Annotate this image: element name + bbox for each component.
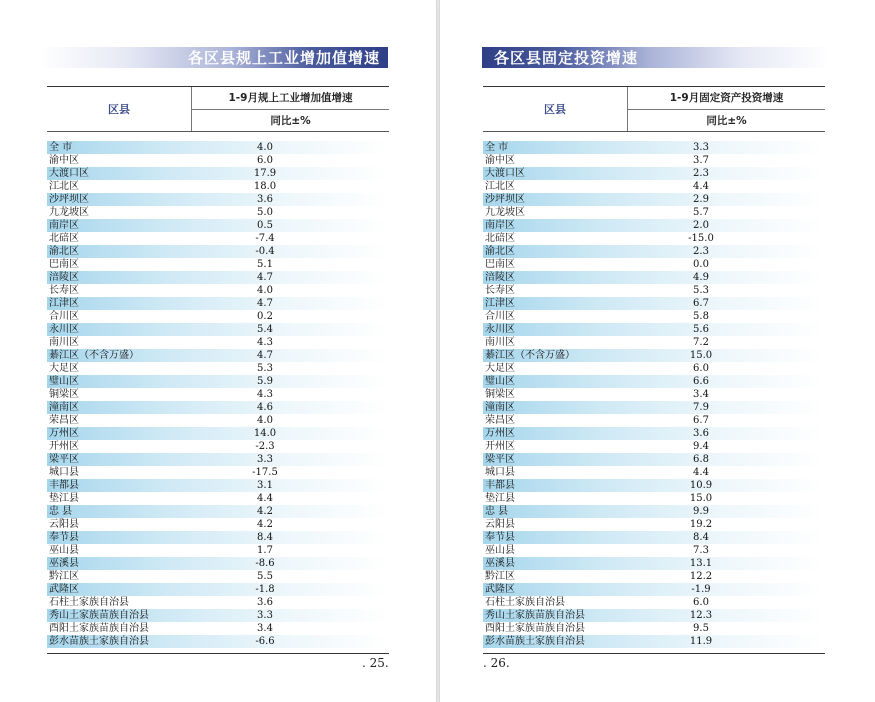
table-row [483,596,825,609]
region-name: 南岸区 [49,220,79,231]
region-name: 云阳县 [485,519,515,530]
growth-value: 5.4 [257,324,273,335]
growth-value: 4.0 [257,142,273,153]
growth-value: 3.3 [693,142,709,153]
growth-value: 5.1 [257,259,273,270]
table-row [47,622,389,635]
growth-value: 3.4 [257,623,273,634]
growth-value: -7.4 [255,233,275,244]
growth-value: 3.6 [257,194,273,205]
growth-value: -0.4 [255,246,275,257]
header-unit: 同比±% [706,114,747,127]
table-row [483,180,825,193]
table-row [47,544,389,557]
growth-value: 3.6 [693,428,709,439]
region-name: 秀山土家族苗族自治县 [49,610,149,621]
region-name: 江北区 [485,181,515,192]
table-row [47,440,389,453]
table-row [483,609,825,622]
growth-value: 2.9 [693,194,709,205]
region-name: 梁平区 [49,454,79,465]
growth-value: 6.0 [693,363,709,374]
growth-value: 10.9 [689,480,713,491]
region-name: 丰都县 [485,480,515,491]
table-row [483,401,825,414]
growth-value: 4.9 [693,272,709,283]
growth-value: 4.2 [257,506,273,517]
growth-value: 4.6 [257,402,273,413]
table-row [47,401,389,414]
growth-value: 13.1 [689,558,713,569]
region-name: 奉节县 [485,532,515,543]
region-name: 渝北区 [49,246,79,257]
region-name: 开州区 [49,441,79,452]
right-page-title: 各区县固定投资增速 [494,49,639,67]
table-row [483,544,825,557]
growth-value: 9.9 [693,506,709,517]
growth-value: 2.0 [693,220,709,231]
growth-value: 6.0 [257,155,273,166]
region-name: 荣昌区 [49,415,79,426]
growth-value: 5.5 [257,571,273,582]
table-row [483,362,825,375]
growth-value: 3.1 [257,480,273,491]
growth-value: 6.0 [693,597,709,608]
table-bottom-rule [483,653,825,654]
table-row [483,414,825,427]
growth-value: 3.3 [257,610,273,621]
growth-value: -1.9 [691,584,711,595]
growth-value: 4.4 [257,493,273,504]
table-row [47,349,389,362]
left-table [47,86,389,654]
table-row [47,466,389,479]
table-row [47,271,389,284]
region-name: 巫溪县 [49,558,79,569]
growth-value: 8.4 [693,532,709,543]
table-bottom-rule [47,653,389,654]
growth-value: 12.3 [689,610,713,621]
growth-value: -6.6 [255,636,275,647]
region-name: 南川区 [485,337,515,348]
region-name: 璧山区 [485,376,515,387]
region-name: 石柱土家族自治县 [49,597,129,608]
growth-value: 17.9 [253,168,277,179]
region-name: 荣昌区 [485,415,515,426]
region-name: 大足区 [485,363,515,374]
region-name: 铜梁区 [485,389,515,400]
growth-value: 14.0 [253,428,277,439]
table-row [483,154,825,167]
table-row [483,466,825,479]
table-row [47,323,389,336]
header-metric: 1-9月固定资产投资增速 [628,87,825,110]
region-name: 江津区 [49,298,79,309]
region-name: 铜梁区 [49,389,79,400]
table-row [483,583,825,596]
growth-value: 6.7 [693,415,709,426]
growth-value: 1.7 [257,545,273,556]
table-row [47,557,389,570]
region-name: 武隆区 [485,584,515,595]
table-row [483,505,825,518]
region-name: 梁平区 [485,454,515,465]
header-region: 区县 [483,87,628,131]
region-name: 南川区 [49,337,79,348]
table-row [483,297,825,310]
growth-value: 4.7 [257,272,273,283]
region-name: 大足区 [49,363,79,374]
right-title-banner [482,47,830,68]
region-name: 石柱土家族自治县 [485,597,565,608]
growth-value: 4.0 [257,415,273,426]
table-row [47,193,389,206]
table-row [47,310,389,323]
table-row [47,219,389,232]
region-name: 长寿区 [49,285,79,296]
table-row [483,284,825,297]
region-name: 綦江区（不含万盛） [485,350,575,361]
growth-value: 18.0 [253,181,277,192]
region-name: 永川区 [49,324,79,335]
table-row [47,492,389,505]
table-row [47,414,389,427]
growth-value: 5.3 [257,363,273,374]
header-unit: 同比±% [270,114,311,127]
growth-value: 5.0 [257,207,273,218]
region-name: 万州区 [49,428,79,439]
region-name: 开州区 [485,441,515,452]
region-name: 彭水苗族土家族自治县 [49,636,149,647]
table-row [483,336,825,349]
growth-value: -2.3 [255,441,275,452]
table-row [47,206,389,219]
table-row [483,427,825,440]
table-row [483,622,825,635]
header-region: 区县 [47,87,192,131]
growth-value: 4.4 [693,181,709,192]
growth-value: 4.3 [257,337,273,348]
region-name: 巴南区 [485,259,515,270]
table-row [47,505,389,518]
region-name: 綦江区（不含万盛） [49,350,139,361]
table-row [483,245,825,258]
region-name: 涪陵区 [49,272,79,283]
region-name: 涪陵区 [485,272,515,283]
growth-value: 2.3 [693,246,709,257]
table-row [47,531,389,544]
table-row [483,167,825,180]
growth-value: 19.2 [689,519,713,530]
region-name: 巫溪县 [485,558,515,569]
growth-value: 5.6 [693,324,709,335]
region-name: 全 市 [485,142,509,153]
table-row [483,258,825,271]
table-row [47,583,389,596]
region-name: 酉阳土家族苗族自治县 [485,623,585,634]
table-row [483,453,825,466]
growth-value: 9.5 [693,623,709,634]
growth-value: 6.6 [693,376,709,387]
table-row [47,245,389,258]
region-name: 城口县 [49,467,79,478]
growth-value: 3.4 [693,389,709,400]
right-page-number: . 26. [483,656,510,670]
table-row [47,167,389,180]
region-name: 巫山县 [485,545,515,556]
growth-value: 5.7 [693,207,709,218]
table-body [483,141,825,648]
region-name: 黔江区 [49,571,79,582]
growth-value: 12.2 [689,571,713,582]
growth-value: 15.0 [689,493,713,504]
growth-value: 4.7 [257,298,273,309]
table-row [47,362,389,375]
growth-value: -15.0 [688,233,714,244]
table-row [483,375,825,388]
growth-value: 5.9 [257,376,273,387]
right-table [483,86,825,654]
region-name: 渝中区 [49,155,79,166]
region-name: 垫江县 [49,493,79,504]
table-row [483,323,825,336]
growth-value: 7.3 [693,545,709,556]
region-name: 大渡口区 [49,168,89,179]
table-row [47,596,389,609]
growth-value: 9.4 [693,441,709,452]
region-name: 江北区 [49,181,79,192]
region-name: 彭水苗族土家族自治县 [485,636,585,647]
region-name: 永川区 [485,324,515,335]
region-name: 云阳县 [49,519,79,530]
region-name: 秀山土家族苗族自治县 [485,610,585,621]
region-name: 丰都县 [49,480,79,491]
left-page-number: . 25. [362,656,389,670]
left-page-title: 各区县规上工业增加值增速 [187,49,380,67]
region-name: 潼南区 [485,402,515,413]
region-name: 忠 县 [49,506,73,517]
region-name: 九龙坡区 [49,207,89,218]
table-row [483,518,825,531]
growth-value: 0.0 [693,259,709,270]
region-name: 北碚区 [485,233,515,244]
table-row [47,609,389,622]
left-title-banner [40,47,388,68]
growth-value: 0.2 [257,311,273,322]
region-name: 奉节县 [49,532,79,543]
region-name: 巫山县 [49,545,79,556]
growth-value: -8.6 [255,558,275,569]
table-row [483,492,825,505]
table-row [483,310,825,323]
growth-value: 4.2 [257,519,273,530]
growth-value: -1.8 [255,584,275,595]
region-name: 合川区 [49,311,79,322]
table-row [47,284,389,297]
table-row [47,258,389,271]
table-row [47,518,389,531]
region-name: 黔江区 [485,571,515,582]
growth-value: 3.6 [257,597,273,608]
table-row [47,388,389,401]
table-row [483,479,825,492]
region-name: 江津区 [485,298,515,309]
growth-value: 0.5 [257,220,273,231]
table-row [483,635,825,648]
growth-value: 5.8 [693,311,709,322]
table-row [47,570,389,583]
growth-value: 8.4 [257,532,273,543]
table-row [483,141,825,154]
table-row [47,154,389,167]
table-row [483,219,825,232]
header-metric: 1-9月规上工业增加值增速 [192,87,389,110]
growth-value: 3.3 [257,454,273,465]
growth-value: 4.7 [257,350,273,361]
region-name: 城口县 [485,467,515,478]
region-name: 潼南区 [49,402,79,413]
table-row [483,570,825,583]
growth-value: -17.5 [252,467,278,478]
region-name: 武隆区 [49,584,79,595]
region-name: 长寿区 [485,285,515,296]
table-header [47,87,389,132]
region-name: 合川区 [485,311,515,322]
table-header [483,87,825,132]
growth-value: 7.2 [693,337,709,348]
table-row [47,479,389,492]
growth-value: 15.0 [689,350,713,361]
region-name: 忠 县 [485,506,509,517]
table-body [47,141,389,648]
growth-value: 3.7 [693,155,709,166]
table-row [47,180,389,193]
region-name: 大渡口区 [485,168,525,179]
table-row [47,336,389,349]
region-name: 沙坪坝区 [49,194,89,205]
growth-value: 4.0 [257,285,273,296]
table-row [483,388,825,401]
table-row [483,349,825,362]
table-row [483,271,825,284]
table-row [47,141,389,154]
region-name: 璧山区 [49,376,79,387]
table-row [483,531,825,544]
region-name: 沙坪坝区 [485,194,525,205]
growth-value: 6.8 [693,454,709,465]
growth-value: 4.3 [257,389,273,400]
table-row [483,206,825,219]
region-name: 全 市 [49,142,73,153]
table-row [47,297,389,310]
growth-value: 5.3 [693,285,709,296]
table-row [47,232,389,245]
region-name: 巴南区 [49,259,79,270]
region-name: 南岸区 [485,220,515,231]
table-row [47,453,389,466]
table-row [47,635,389,648]
table-row [47,427,389,440]
growth-value: 6.7 [693,298,709,309]
region-name: 酉阳土家族苗族自治县 [49,623,149,634]
growth-value: 2.3 [693,168,709,179]
region-name: 万州区 [485,428,515,439]
table-row [483,232,825,245]
growth-value: 4.4 [693,467,709,478]
region-name: 渝北区 [485,246,515,257]
table-row [483,557,825,570]
growth-value: 7.9 [693,402,709,413]
region-name: 北碚区 [49,233,79,244]
table-row [47,375,389,388]
table-row [483,193,825,206]
growth-value: 11.9 [689,636,713,647]
region-name: 垫江县 [485,493,515,504]
region-name: 九龙坡区 [485,207,525,218]
region-name: 渝中区 [485,155,515,166]
table-row [483,440,825,453]
